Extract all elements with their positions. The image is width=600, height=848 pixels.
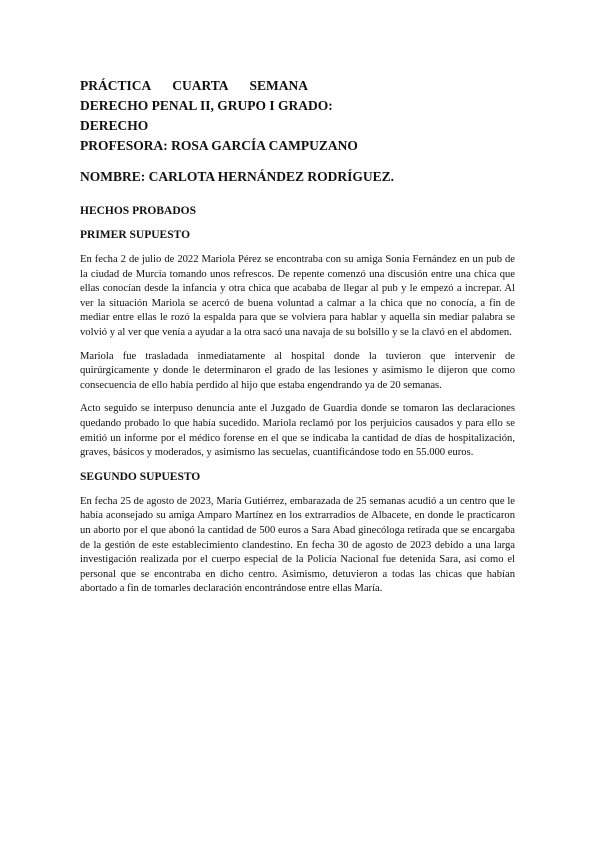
hechos-probados-heading: HECHOS PROBADOS	[80, 205, 196, 217]
practice-title-word-2: CUARTA	[172, 78, 229, 93]
subject-line-2: DERECHO	[80, 118, 149, 133]
professor-line: PROFESORA: ROSA GARCÍA CAMPUZANO	[80, 138, 358, 153]
first-case-paragraph-2: Mariola fue trasladada inmediatamente al hospital donde la tuvieron que intervenir de quirúrgicamente y donde le determinaron el grado de las lesiones y asimismo le dijeron que como consecuencia de ello había perdido al hijo que estaba engendrando ya de 20 semanas.	[80, 350, 515, 391]
document-page	[80, 76, 515, 597]
second-case-paragraph-1: En fecha 25 de agosto de 2023, María Gutiérrez, embarazada de 25 semanas acudió a un centro que le había aconsejado su amiga Amparo Martínez en los extrarradios de Albacete, en donde le practicaron un aborto por el que abonó la cantidad de 500 euros a Sara Abad ginecóloga retirada que se encargaba de la gestión de este establecimiento clandestino. En fecha 30 de agosto de 2023 debido a una larga investigación realizada por el cuerpo especial de la Policía Nacional fue detenida Sara, así como el personal que se encontraba en dicho centro. Asimismo, detuvieron a todas las chicas que habían abortado a fin de tomarles declaración encontrándose entre ellas María.	[80, 495, 515, 595]
first-case-paragraph-1: En fecha 2 de julio de 2022 Mariola Pérez se encontraba con su amiga Sonia Fernández en un pub de la ciudad de Murcia tomando unos refrescos. De repente comenzó una discusión entre una chica que ellas conocían desde la infancia y otra chica que acababa de llegar al pub y le empezó a increpar. Al ver la situación Mariola se acercó de buena voluntad a calmar a la chica que no conocía, a fin de mediar entre ellas le rozó la espalda para que se volviera para hablar y aquella sin mediar palabra se volvió y al ver que venía a ayudar a la otra sacó una navaja de su bolsillo y se la clavó en el abdomen.	[80, 254, 515, 338]
first-case-paragraph-3: Acto seguido se interpuso denuncia ante el Juzgado de Guardia donde se tomaron las declaraciones quedando probado lo que había sucedido. Mariola reclamó por los perjuicios causados y para ello se emitió un informe por el médico forense en el que se indicaba la cantidad de días de hospitalización, graves, básicos y moderados, y asimismo las secuelas, cuantificándose todo en 55.000 euros.	[80, 403, 515, 459]
second-case-heading: SEGUNDO SUPUESTO	[80, 470, 201, 483]
practice-title-word-1: PRÁCTICA	[80, 78, 152, 93]
practice-title-word-3: SEMANA	[249, 78, 308, 93]
subject-line: DERECHO PENAL II, GRUPO I GRADO:	[80, 98, 333, 113]
practice-title	[80, 76, 308, 96]
student-name: NOMBRE: CARLOTA HERNÁNDEZ RODRÍGUEZ.	[80, 169, 395, 184]
first-case-heading: PRIMER SUPUESTO	[80, 229, 191, 241]
